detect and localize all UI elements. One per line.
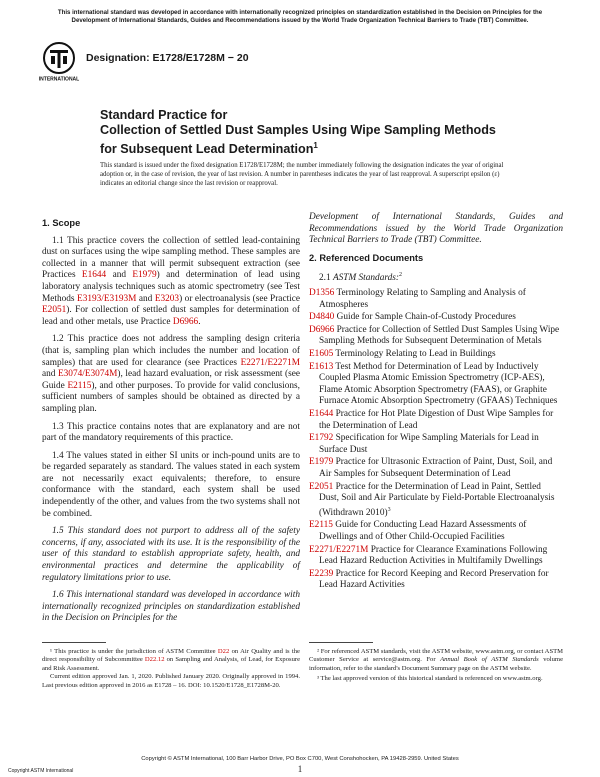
- issuance-note: This standard is issued under the fixed designation E1728/E1728M; the number immediately following the designation indicates the year of original adoption or, in the case of revision, the year of last revision. A number in parentheses indicates the year of last reapproval. A superscript epsilon (ε) indicates an editorial change since the last revision or reapproval.: [100, 162, 504, 187]
- ref-link[interactable]: E2115: [67, 380, 92, 391]
- footnote-right: ² For referenced ASTM standards, visit the ASTM website, www.astm.org, or contact ASTM Customer Service at service@astm.org. For Annual Book of ASTM Standards volume information, refer to the standard's Document Summary page on the ASTM website. ³ The last approved version of this historical standard is referenced on www.astm.org.: [309, 648, 563, 683]
- designation: Designation: E1728/E1728M − 20: [86, 52, 249, 64]
- tbt-notice: This international standard was developed in accordance with internationally recognized principles on standardization established in the Decision on Principles for the Development of International Standards, Guides and Recommendations issued by the World Trade Organization Technical Barriers to Trade (TBT) Committee.: [57, 9, 543, 24]
- reference-title: Practice for Record Keeping and Record Preservation for Lead Hazard Activities: [319, 568, 549, 591]
- subcommittee-link[interactable]: D22.12: [144, 656, 165, 664]
- reference-item: [309, 362, 563, 408]
- reference-list: [309, 288, 563, 592]
- ref-link[interactable]: E3074/E3074M: [57, 369, 118, 380]
- reference-item: [309, 457, 563, 480]
- ref-link[interactable]: D6966: [172, 316, 199, 327]
- svg-text:INTERNATIONAL: INTERNATIONAL: [38, 76, 80, 83]
- reference-item: [309, 433, 563, 456]
- astm-logo: [38, 42, 80, 83]
- scope-1-2: 1.2 This practice does not address the sampling design criteria (that is, sampling plan which includes the number and location of samples) that are used for clearance (see Practices E2271/E2271M and E3074/E3074M), lead hazard evaluation, or risk assessment (see Guide E2115), and other purposes. To provide for valid conclusions, sufficient numbers of samples should be obtained as directed by a sampling plan.: [42, 334, 300, 414]
- reference-title: Terminology Relating to Lead in Buildings: [333, 349, 496, 360]
- reference-code-link[interactable]: D6966: [309, 324, 335, 335]
- scope-1-1: 1.1 This practice covers the collection of settled lead-containing dust on surfaces using the wipe sampling method. These samples are collected in a manner that will permit subsequent extraction (see Practices E1644 and E1979) and determination of lead using laboratory analysis techniques such as atomic spectrometry (see Test Methods E3193/E3193M and E3203) or electroanalysis (see Practice E2051). For collection of settled dust samples for determination of lead and other metals, use Practice D6966.: [42, 235, 300, 327]
- left-column: [42, 212, 300, 631]
- reference-code-link[interactable]: D1356: [309, 288, 335, 299]
- referenced-documents-heading: 2. Referenced Documents: [309, 252, 424, 263]
- footnote-mark: 3: [387, 506, 391, 513]
- reference-title: Practice for the Determination of Lead in Paint, Settled Dust, Soil and Air Particulate by Field-Portable Electroanalysis (Withdrawn 2010): [319, 481, 555, 518]
- reference-item: [309, 482, 563, 520]
- page-number: 1: [297, 764, 303, 774]
- document-title: [100, 108, 500, 157]
- reference-title: Practice for Clearance Examinations Following Lead Hazard Reduction Activities in Multifamily Dwellings: [319, 544, 548, 567]
- reference-item: [309, 409, 563, 432]
- reference-item: [309, 545, 563, 568]
- ref-link[interactable]: E2271/E2271M: [240, 357, 300, 368]
- ref-link[interactable]: E2051: [42, 305, 67, 316]
- scope-heading: 1. Scope: [42, 218, 81, 228]
- right-column: [309, 212, 563, 593]
- reference-code-link[interactable]: E2115: [309, 520, 333, 531]
- reference-item: [309, 312, 563, 324]
- ref-link[interactable]: E3203: [154, 293, 180, 304]
- scope-1-6: 1.6 This international standard was developed in accordance with internationally recognized principles on standardization established in the Decision on Principles for the: [42, 590, 300, 624]
- reference-code-link[interactable]: E1605: [309, 349, 334, 360]
- title-line-1: Standard Practice for: [100, 108, 228, 122]
- footnote-rule-right: [309, 642, 373, 643]
- reference-title: Practice for Collection of Settled Dust Samples Using Wipe Sampling Methods for Subsequent Determination of Metals: [319, 324, 560, 347]
- reference-code-link[interactable]: E1644: [309, 409, 334, 419]
- reference-code-link[interactable]: E2051: [309, 481, 334, 492]
- scope-1-5: 1.5 This standard does not purport to address all of the safety concerns, if any, associated with its use. It is the responsibility of the user of this standard to establish appropriate safety, health, and environmental practices and determine the applicability of regulatory limitations prior to use.: [42, 526, 300, 583]
- title-line-2: Collection of Settled Dust Samples Using Wipe Sampling Methods for Subsequent Lead Determination$^1$: [100, 123, 496, 157]
- reference-title: Practice for Ultrasonic Extraction of Paint, Dust, Soil, and Air Samples for Subsequent Determination of Lead: [319, 457, 553, 479]
- committee-link[interactable]: D22: [217, 648, 230, 655]
- astm-logo-icon: [38, 42, 80, 83]
- reference-item: [309, 288, 563, 311]
- ref-link[interactable]: E1979: [132, 270, 157, 281]
- scope-1-3: 1.3 This practice contains notes that are explanatory and are not part of the mandatory requirements of this practice.: [42, 421, 300, 444]
- ref-link[interactable]: E1644: [81, 270, 107, 281]
- reference-title: Guide for Conducting Lead Hazard Assessments of Dwellings and of Other Child-Occupied Facilities: [319, 520, 527, 543]
- reference-code-link[interactable]: E2239: [309, 568, 334, 579]
- reference-item: [309, 569, 563, 592]
- reference-item: [309, 325, 563, 348]
- copyright-provider: Copyright ASTM International: [8, 768, 74, 774]
- reference-title: Test Method for Determination of Lead by Inductively Coupled Plasma Atomic Emission Spectrometry (ICP-AES), Flame Atomic Absorption Spectrometry (FAAS), or Graphite Furnace Atomic Absorption Spectrometry (GFAAS) Techniques: [319, 361, 558, 407]
- astm-standards-label: 2.1 ASTM Standards:$^2$: [319, 272, 402, 284]
- reference-code-link[interactable]: E2271/E2271M: [309, 544, 369, 555]
- copyright-line: Copyright © ASTM International, 100 Barr Harbor Drive, PO Box C700, West Conshohocken, PA 19428-2959. United States: [141, 756, 459, 762]
- reference-item: [309, 349, 563, 361]
- reference-title: Specification for Wipe Sampling Materials for Lead in Surface Dust: [319, 433, 539, 455]
- reference-code-link[interactable]: E1792: [309, 433, 334, 444]
- reference-item: [309, 520, 563, 543]
- reference-title: Guide for Sample Chain-of-Custody Procedures: [334, 312, 516, 323]
- reference-code-link[interactable]: E1613: [309, 361, 334, 372]
- scope-1-6-continued: Development of International Standards, Guides and Recommendations issued by the World Trade Organization Technical Barriers to Trade (TBT) Committee.: [309, 212, 563, 246]
- footnote-rule-left: [42, 642, 106, 643]
- footnote-left: ¹ This practice is under the jurisdiction of ASTM Committee D22 on Air Quality and is the direct responsibility of Subcommittee D22.12 on Sampling and Analysis, of Lead, for Exposure and Risk Assessment. Current edition approved Jan. 1, 2020. Published January 2020. Originally approved in 1994. Last previous edition approved in 2016 as E1728 – 16. DOI: 10.1520/E1728_E1728M-20.: [42, 648, 300, 689]
- reference-title: Practice for Hot Plate Digestion of Dust Wipe Samples for the Determination of Lead: [319, 409, 554, 431]
- ref-link[interactable]: E3193/E3193M: [77, 293, 137, 304]
- scope-1-4: 1.4 The values stated in either SI units or inch-pound units are to be regarded separately as standard. The values stated in each system are not necessarily exact equivalents; therefore, to ensure conformance with the standard, each system shall be used independently of the other, and values from the two systems shall not be combined.: [42, 450, 300, 519]
- reference-title: Terminology Relating to Sampling and Analysis of Atmospheres: [319, 288, 526, 310]
- reference-code-link[interactable]: E1979: [309, 457, 334, 468]
- reference-code-link[interactable]: D4840: [309, 312, 335, 323]
